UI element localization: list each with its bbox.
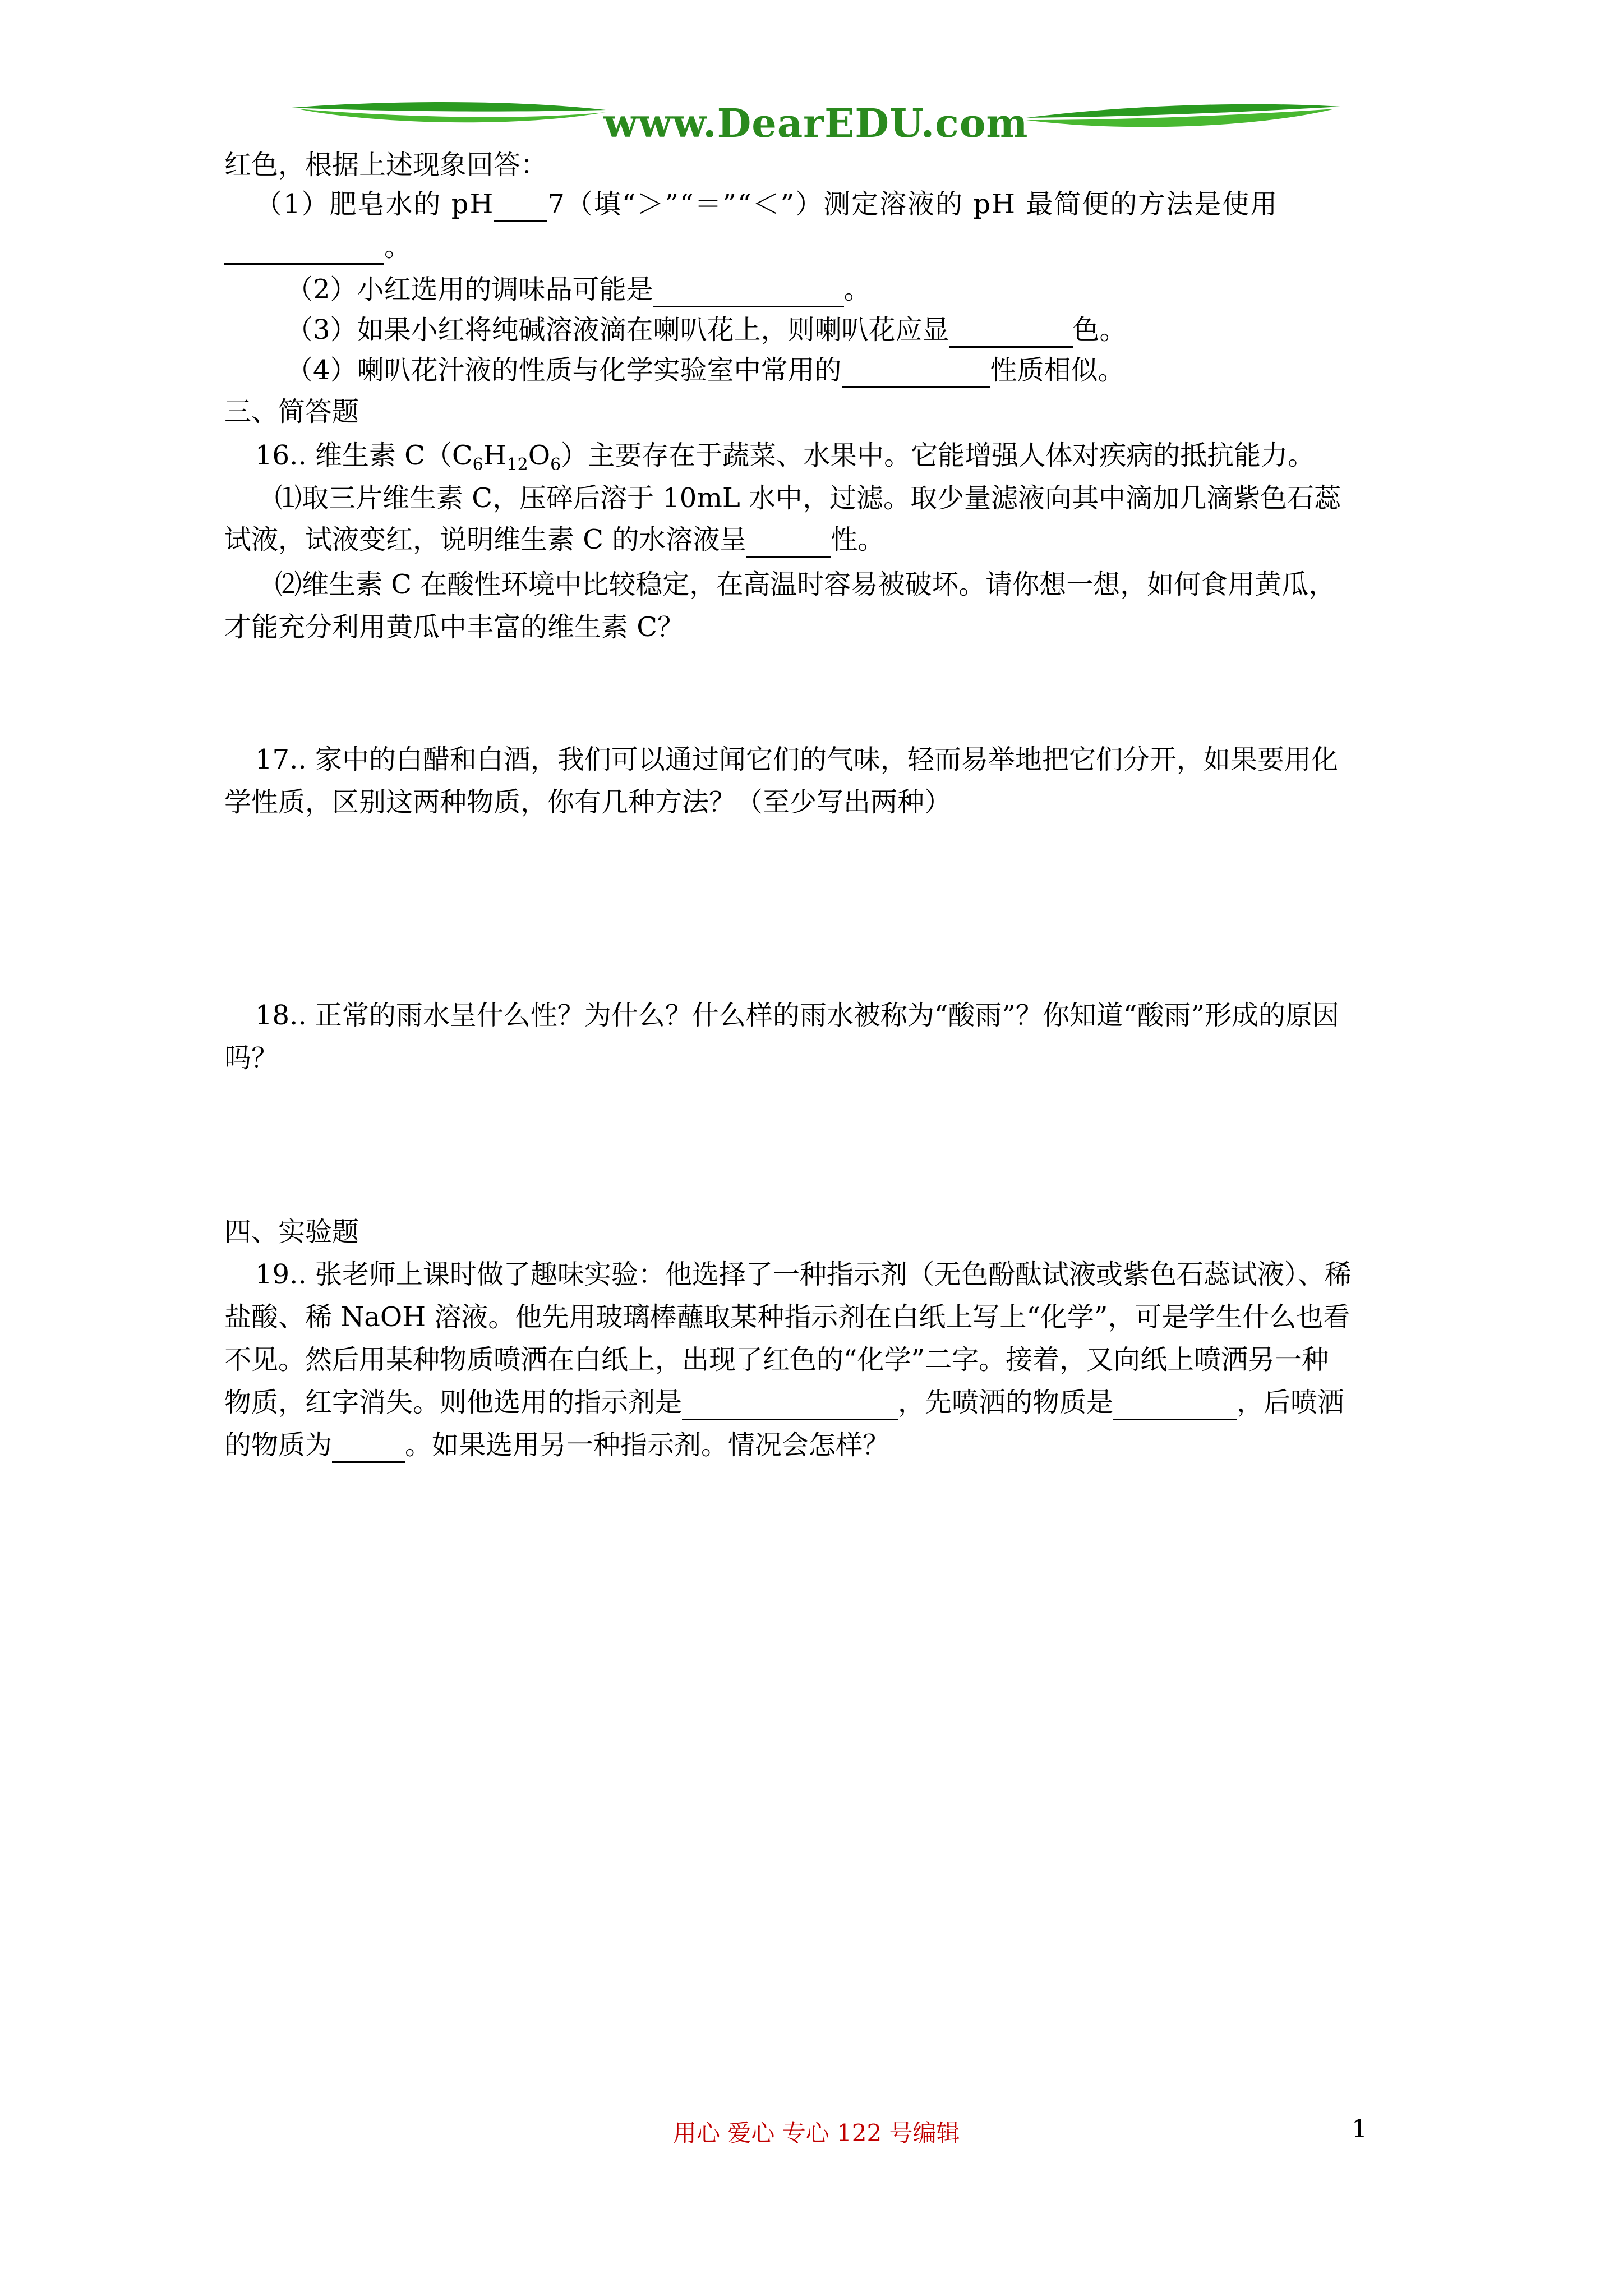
answer-blank <box>653 277 844 307</box>
question-1-cont: 。 <box>224 229 1424 265</box>
question-16: 16.. 维生素 $C(C_6H_{12}O_6)$主要存在于蔬菜、水果中。它能增强人体对疾病的抵抗能力。 <box>255 440 1315 475</box>
answer-blank <box>494 191 547 222</box>
question-18: 18.. 正常的雨水呈什么性？为什么？什么样的雨水被称为“酸雨”？你知道“酸雨”形成的原因 <box>255 1000 1340 1031</box>
question-2: （2）小红选用的调味品可能是 。 <box>286 272 1486 307</box>
answer-blank <box>1113 1389 1237 1420</box>
question-17: 17.. 家中的白醋和白酒，我们可以通过闻它们的气味，轻而易举地把它们分开，如果要用化 <box>255 744 1338 775</box>
question-19-line-3: 不见。然后用某种物质喷洒在白纸上，出现了红色的“化学”二字。接着，又向纸上喷洒另一种 <box>224 1344 1329 1375</box>
site-banner <box>292 95 1340 151</box>
answer-blank <box>842 357 990 388</box>
question-19-line-4: 物质，红字消失。则他选用的指示剂是 ，先喷洒的物质是 ，后喷洒 <box>224 1384 1424 1420</box>
question-4: （4）喇叭花汁液的性质与化学实验室中常用的 性质相似。 <box>286 352 1486 388</box>
question-3: （3）如果小红将纯碱溶液滴在喇叭花上，则喇叭花应显 色。 <box>286 312 1486 348</box>
question-19-line-2: 盐酸、稀 NaOH 溶液。他先用玻璃棒蘸取某种指示剂在白纸上写上“化学”，可是学生什么也看 <box>224 1301 1350 1333</box>
question-19: 19.. 张老师上课时做了趣味实验：他选择了一种指示剂（无色酚酞试液或紫色石蕊试液）、稀 <box>255 1259 1352 1290</box>
page-number: 1 <box>1352 2115 1367 2143</box>
footer-note: 用心 爱心 专心 122 号编辑 <box>673 2119 960 2147</box>
answer-blank <box>224 234 384 265</box>
question-16-part-1-cont: 试液，试液变红，说明维生素 C 的水溶液呈 性。 <box>224 522 1424 558</box>
intro-line: 红色，根据上述现象回答： <box>224 149 548 181</box>
question-16-part-1: ⑴取三片维生素 C，压碎后溶于 10mL 水中，过滤。取少量滤液向其中滴加几滴紫色石蕊 <box>275 482 1341 514</box>
answer-blank <box>746 527 831 558</box>
question-19-line-5: 的物质为 。如果选用另一种指示剂。情况会怎样？ <box>224 1427 1424 1463</box>
section-4-title: 四、实验题 <box>224 1216 359 1248</box>
question-16-part-2: ⑵维生素 C 在酸性环境中比较稳定，在高温时容易被破坏。请你想一想，如何食用黄瓜， <box>275 569 1336 600</box>
question-16-part-2-cont: 才能充分利用黄瓜中丰富的维生素 C？ <box>224 611 684 643</box>
answer-blank <box>949 317 1073 348</box>
question-18-cont: 吗？ <box>224 1042 279 1074</box>
section-3-title: 三、简答题 <box>224 396 359 427</box>
answer-blank <box>682 1389 898 1420</box>
question-17-cont: 学性质，区别这两种物质，你有几种方法？（至少写出两种） <box>224 786 952 818</box>
question-1: （1）肥皂水的 pH 7（填“＞”“＝”“＜”）测定溶液的 pH 最简便的方法是使用 <box>255 186 1455 222</box>
site-title: www.DearEDU.com <box>603 100 1029 146</box>
answer-blank <box>332 1432 405 1463</box>
